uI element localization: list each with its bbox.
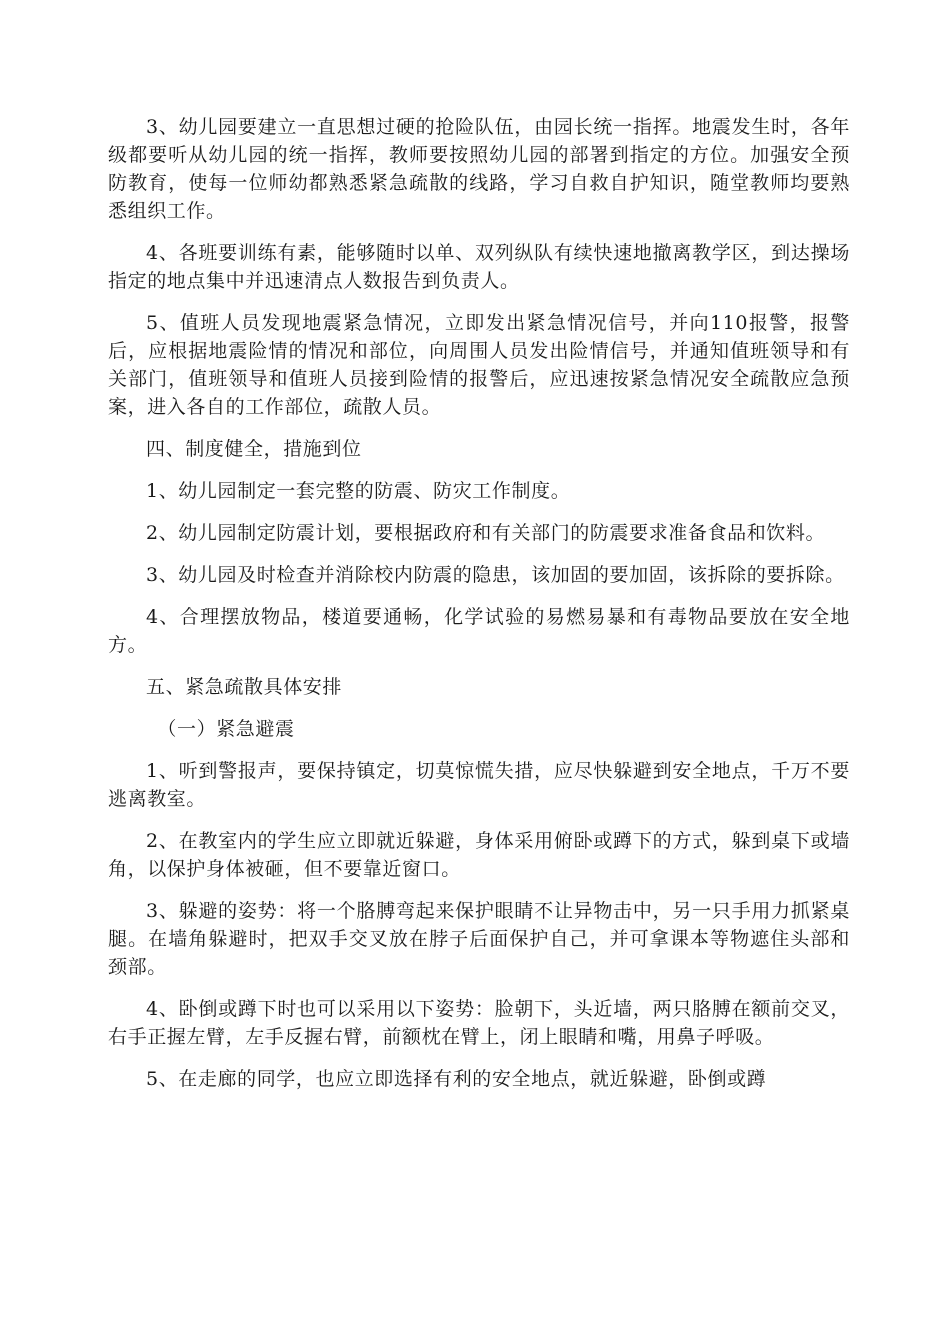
paragraph-team: 3、幼儿园要建立一直思想过硬的抢险队伍，由园长统一指挥。地震发生时，各年级都要听从幼儿园的统一指挥，教师要按照幼儿园的部署到指定的方位。加强安全预防教育，使每一位师幼都熟悉紧急疏散的线路，学习自救自护知识，随堂教师均要熟悉组织工作。	[108, 116, 850, 222]
document-body	[108, 113, 850, 1107]
paragraph-corridor: 5、在走廊的同学，也应立即选择有利的安全地点，就近躲避，卧倒或蹲	[146, 1068, 767, 1090]
paragraph-storage: 4、合理摆放物品，楼道要通畅，化学试验的易燃易暴和有毒物品要放在安全地方。	[108, 606, 850, 656]
paragraph-evacuation-drill: 4、各班要训练有素，能够随时以单、双列纵队有续快速地撤离教学区，到达操场指定的地点集中并迅速清点人数报告到负责人。	[108, 242, 850, 292]
section-heading-system: 四、制度健全，措施到位	[146, 438, 362, 460]
paragraph-shelter-posture: 3、躲避的姿势：将一个胳膊弯起来保护眼睛不让异物击中，另一只手用力抓紧桌腿。在墙角躲避时，把双手交叉放在脖子后面保护自己，并可拿课本等物遮住头部和颈部。	[108, 900, 850, 978]
paragraph-alarm-response: 1、听到警报声，要保持镇定，切莫惊慌失措，应尽快躲避到安全地点，千万不要逃离教室。	[108, 760, 850, 810]
paragraph-duty-alarm: 5、值班人员发现地震紧急情况，立即发出紧急情况信号，并向110报警，报警后，应根据地震险情的情况和部位，向周围人员发出险情信号，并通知值班领导和有关部门，值班领导和值班人员接到险情的报警后，应迅速按紧急情况安全疏散应急预案，进入各自的工作部位，疏散人员。	[108, 312, 850, 418]
paragraph-system-rules: 1、幼儿园制定一套完整的防震、防灾工作制度。	[146, 480, 571, 502]
paragraph-supplies-plan: 2、幼儿园制定防震计划，要根据政府和有关部门的防震要求准备食品和饮料。	[146, 522, 826, 544]
paragraph-crouch-posture: 4、卧倒或蹲下时也可以采用以下姿势：脸朝下，头近墙，两只胳膊在额前交叉，右手正握左臂，左手反握右臂，前额枕在臂上，闭上眼睛和嘴，用鼻子呼吸。	[108, 998, 850, 1048]
paragraph-hazard-check: 3、幼儿园及时检查并消除校内防震的隐患，该加固的要加固，该拆除的要拆除。	[146, 564, 845, 586]
section-heading-evacuation: 五、紧急疏散具体安排	[146, 676, 343, 698]
paragraph-classroom-shelter: 2、在教室内的学生应立即就近躲避，身体采用俯卧或蹲下的方式，躲到桌下或墙角，以保护身体被砸，但不要靠近窗口。	[108, 830, 850, 880]
subsection-heading-shelter: （一）紧急避震	[157, 718, 295, 740]
